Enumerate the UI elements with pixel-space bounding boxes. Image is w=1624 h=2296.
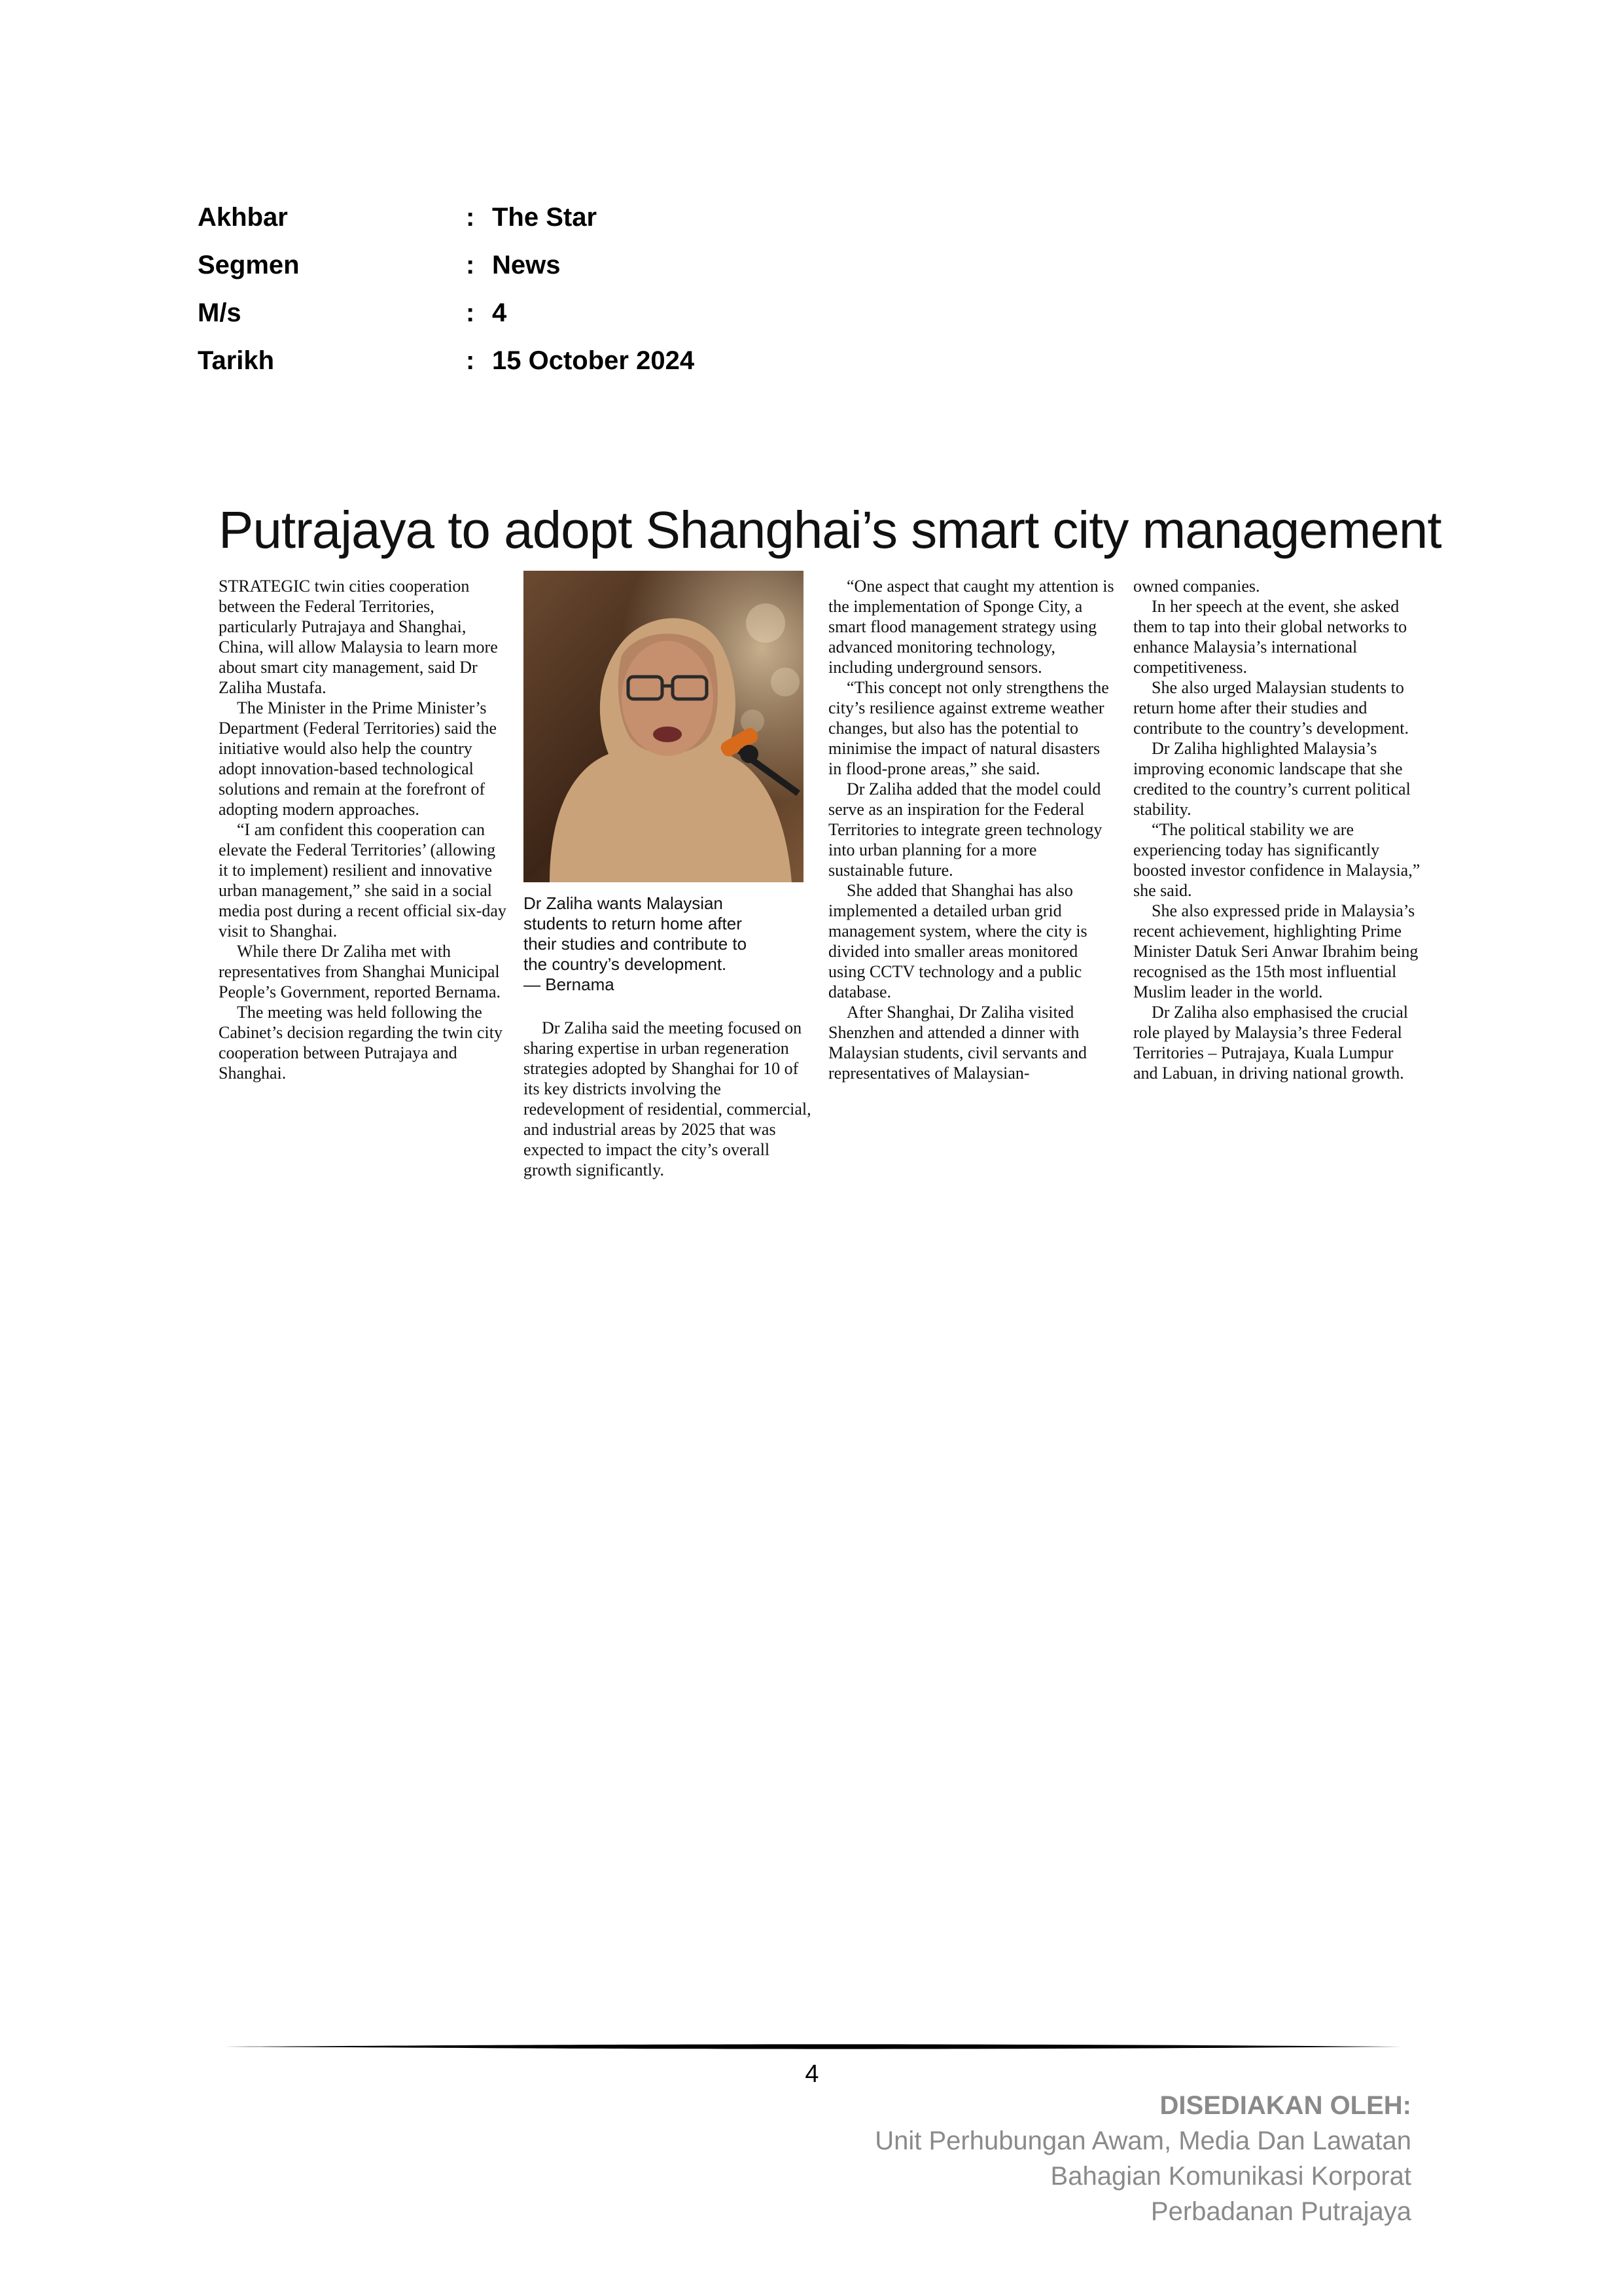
article-paragraph: “I am confident this cooperation can elevate the Federal Territories’ (allowing it to implement) resilient and innovative urban management,” she said in a social media post during a recent official six-day visit to Shanghai. (219, 820, 506, 941)
article-column-4 (1133, 576, 1421, 1083)
prepared-by-unit: Unit Perhubungan Awam, Media Dan Lawatan (875, 2126, 1411, 2155)
caption-line: the country’s development. (523, 954, 727, 974)
prepared-by-block (875, 2088, 1411, 2229)
meta-value: 15 October 2024 (492, 346, 695, 375)
article-paragraph: She added that Shanghai has also implemented a detailed urban grid management system, where the city is divided into smaller areas monitored using CCTV technology and a public database. (828, 881, 1087, 1001)
meta-row-ms (198, 289, 694, 337)
meta-row-tarikh (198, 337, 694, 385)
caption-credit: — Bernama (523, 975, 614, 994)
caption-line: their studies and contribute to (523, 934, 747, 954)
article-paragraph: The meeting was held following the Cabinet’s decision regarding the twin city cooperation between Putrajaya and Shanghai. (219, 1003, 503, 1083)
meta-row-segmen (198, 242, 694, 289)
article-paragraph: She also urged Malaysian students to return home after their studies and contribute to the country’s development. (1133, 678, 1409, 738)
photo-caption (523, 893, 811, 995)
caption-line: Dr Zaliha wants Malaysian (523, 893, 723, 913)
meta-value: News (492, 251, 561, 279)
meta-colon: : (466, 298, 475, 327)
article-paragraph: Dr Zaliha also emphasised the crucial role played by Malaysia’s three Federal Territories – Putrajaya, Kuala Lumpur and Labuan, in driving national growth. (1133, 1003, 1409, 1083)
meta-label: Tarikh (198, 346, 275, 375)
article-paragraph: After Shanghai, Dr Zaliha visited Shenzhen and attended a dinner with Malaysian students, civil servants and representatives of Malaysian- (828, 1003, 1087, 1083)
article-paragraph: Dr Zaliha said the meeting focused on sharing expertise in urban regeneration strategies adopted by Shanghai for 10 of its key districts involving the redevelopment of residential, commercial, and industrial areas by 2025 that was expected to impact the city’s overall growth significantly. (523, 1018, 811, 1179)
article-paragraph: “One aspect that caught my attention is the implementation of Sponge City, a smart flood management strategy using advanced monitoring technology, including underground sensors. (828, 577, 1114, 677)
prepared-by-division: Bahagian Komunikasi Korporat (1050, 2162, 1411, 2191)
article-photo (523, 571, 803, 882)
article-paragraph: While there Dr Zaliha met with representatives from Shanghai Municipal People’s Government, reported Bernama. (219, 942, 501, 1001)
meta-colon: : (466, 203, 475, 232)
article-paragraph: She also expressed pride in Malaysia’s recent achievement, highlighting Prime Minister Datuk Seri Anwar Ibrahim being recognised as the 15th most influential Muslim leader in the world. (1133, 901, 1419, 1001)
meta-colon: : (466, 251, 475, 279)
clipping-meta (198, 194, 694, 385)
meta-label: Akhbar (198, 203, 288, 232)
caption-line: students to return home after (523, 914, 742, 933)
prepared-by-organisation: Perbadanan Putrajaya (1150, 2197, 1411, 2226)
article-paragraph: In her speech at the event, she asked them to tap into their global networks to enhance Malaysia’s international competitiveness. (1133, 597, 1407, 677)
article-paragraph: The Minister in the Prime Minister’s Department (Federal Territories) said the initiative would also help the country adopt innovation-based technological solutions and remain at the forefront of adopting modern approaches. (219, 698, 497, 819)
meta-value: 4 (492, 298, 507, 327)
article-paragraph: “This concept not only strengthens the city’s resilience against extreme weather changes, but also has the potential to minimise the impact of natural disasters in flood-prone areas,” she said. (828, 678, 1109, 778)
meta-row-akhbar (198, 194, 694, 242)
article-column-2 (523, 1018, 811, 1180)
speaker-photo-illustration (523, 571, 803, 882)
page-number: 4 (805, 2060, 819, 2088)
prepared-by-heading: DISEDIAKAN OLEH: (1159, 2091, 1411, 2120)
meta-label: Segmen (198, 251, 300, 279)
article-headline: Putrajaya to adopt Shanghai’s smart city management (219, 501, 1441, 559)
footer-divider (224, 2042, 1402, 2051)
article-column-3 (828, 576, 1116, 1083)
article-paragraph: Dr Zaliha added that the model could serve as an inspiration for the Federal Territories to integrate green technology into urban planning for a more sustainable future. (828, 780, 1103, 880)
meta-colon: : (466, 346, 475, 375)
meta-value: The Star (492, 203, 597, 232)
newspaper-clipping (219, 497, 1441, 1230)
article-paragraph: STRATEGIC twin cities cooperation between the Federal Territories, particularly Putrajaya and Shanghai, China, will allow Malaysia to learn more about smart city management, said Dr Zaliha Mustafa. (219, 577, 498, 697)
article-paragraph: Dr Zaliha highlighted Malaysia’s improving economic landscape that she credited to the country’s current political stability. (1133, 739, 1411, 819)
article-column-1 (219, 576, 506, 1083)
meta-label: M/s (198, 298, 241, 327)
article-paragraph: owned companies. (1133, 577, 1260, 596)
article-paragraph: “The political stability we are experiencing today has significantly boosted investor confidence in Malaysia,” she said. (1133, 820, 1421, 900)
